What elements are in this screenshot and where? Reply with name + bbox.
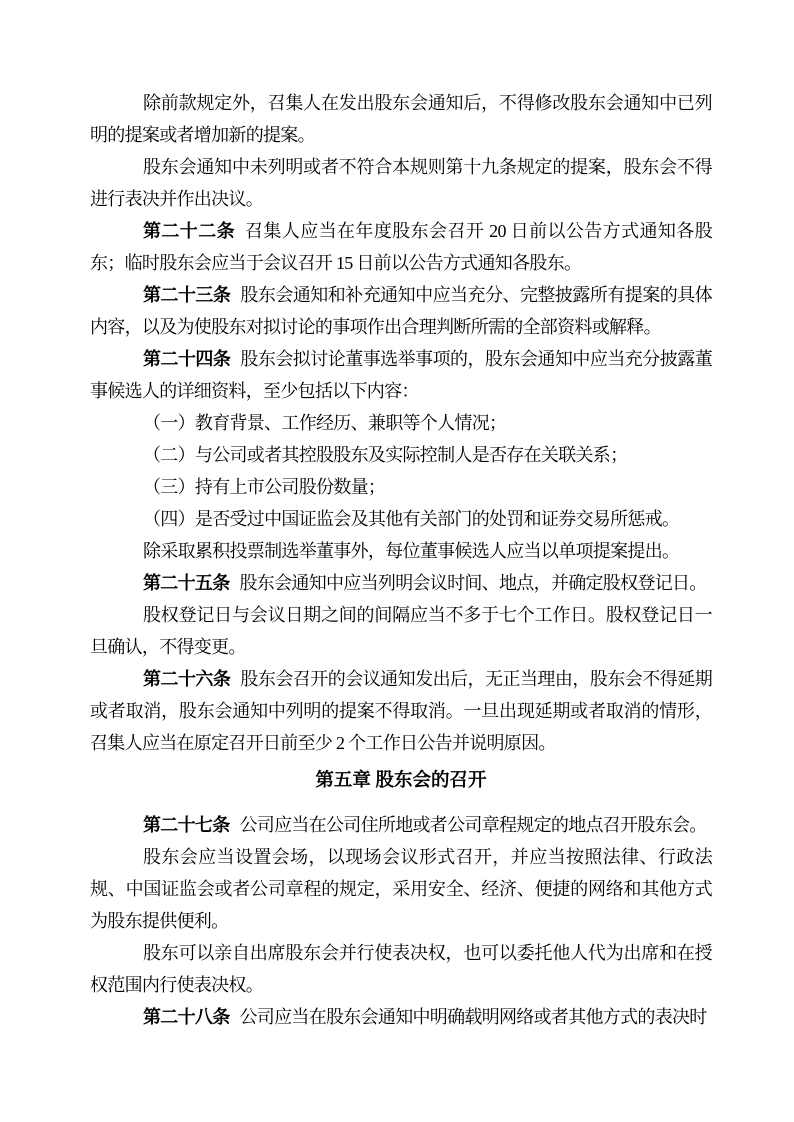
list-item-4: （四）是否受过中国证监会及其他有关部门的处罚和证券交易所惩戒。 [143, 509, 680, 529]
article-paragraph-24 [90, 343, 712, 407]
paragraph: 股东可以亲自出席股东会并行使表决权，也可以委托他人代为出席和在授权范围内行使表决权。 [90, 943, 712, 995]
paragraph: 股东会应当设置会场，以现场会议形式召开，并应当按照法律、行政法规、中国证监会或者公司章程的规定，采用安全、经济、便捷的网络和其他方式为股东提供便利。 [90, 847, 712, 931]
article-number: 第二十七条 [143, 815, 230, 835]
document-body [90, 87, 712, 1033]
article-text: 股东会拟讨论董事选举事项的，股东会通知中应当充分披露董事候选人的详细资料，至少包括以下内容： [90, 349, 712, 401]
article-paragraph-27 [90, 809, 712, 841]
article-text: 公司应当在公司住所地或者公司章程规定的地点召开股东会。 [239, 815, 707, 835]
article-text: 召集人应当在年度股东会召开 20 日前以公告方式通知各股东；临时股东会应当于会议召开 15 日前以公告方式通知各股东。 [90, 221, 712, 273]
paragraph: 股权登记日与会议日期之间的间隔应当不多于七个工作日。股权登记日一旦确认，不得变更。 [90, 605, 712, 657]
article-number: 第二十四条 [143, 349, 231, 369]
article-number: 第二十八条 [143, 1007, 230, 1027]
list-item-3: （三）持有上市公司股份数量； [143, 477, 386, 497]
article-number: 第二十六条 [143, 669, 231, 689]
paragraph: 除采取累积投票制选举董事外，每位董事候选人应当以单项提案提出。 [143, 541, 680, 561]
article-text: 股东会召开的会议通知发出后，无正当理由，股东会不得延期或者取消，股东会通知中列明的提案不得取消。一旦出现延期或者取消的情形，召集人应当在原定召开日前至少 2 个工作日公告并说明原因。 [90, 669, 712, 753]
article-text: 公司应当在股东会通知中明确载明网络或者其他方式的表决时 [239, 1007, 707, 1027]
article-paragraph-22 [90, 215, 712, 279]
article-number: 第二十三条 [143, 285, 231, 305]
article-number: 第二十二条 [143, 221, 236, 241]
article-paragraph-26 [90, 663, 712, 759]
article-text: 股东会通知中应当列明会议时间、地点，并确定股权登记日。 [239, 573, 707, 593]
article-text: 股东会通知和补充通知中应当充分、完整披露所有提案的具体内容，以及为使股东对拟讨论的事项作出合理判断所需的全部资料或解释。 [90, 285, 712, 337]
list-item-1: （一）教育背景、工作经历、兼职等个人情况； [143, 413, 507, 433]
article-paragraph-23 [90, 279, 712, 343]
list-item-2: （二）与公司或者其控股股东及实际控制人是否存在关联关系； [143, 445, 628, 465]
paragraph: 股东会通知中未列明或者不符合本规则第十九条规定的提案，股东会不得进行表决并作出决议。 [90, 157, 712, 209]
article-paragraph-28 [90, 1001, 712, 1033]
paragraph: 除前款规定外，召集人在发出股东会通知后，不得修改股东会通知中已列明的提案或者增加新的提案。 [90, 93, 712, 145]
article-paragraph-25 [90, 567, 712, 599]
chapter-heading: 第五章 股东会的召开 [315, 771, 487, 791]
article-number: 第二十五条 [143, 573, 230, 593]
